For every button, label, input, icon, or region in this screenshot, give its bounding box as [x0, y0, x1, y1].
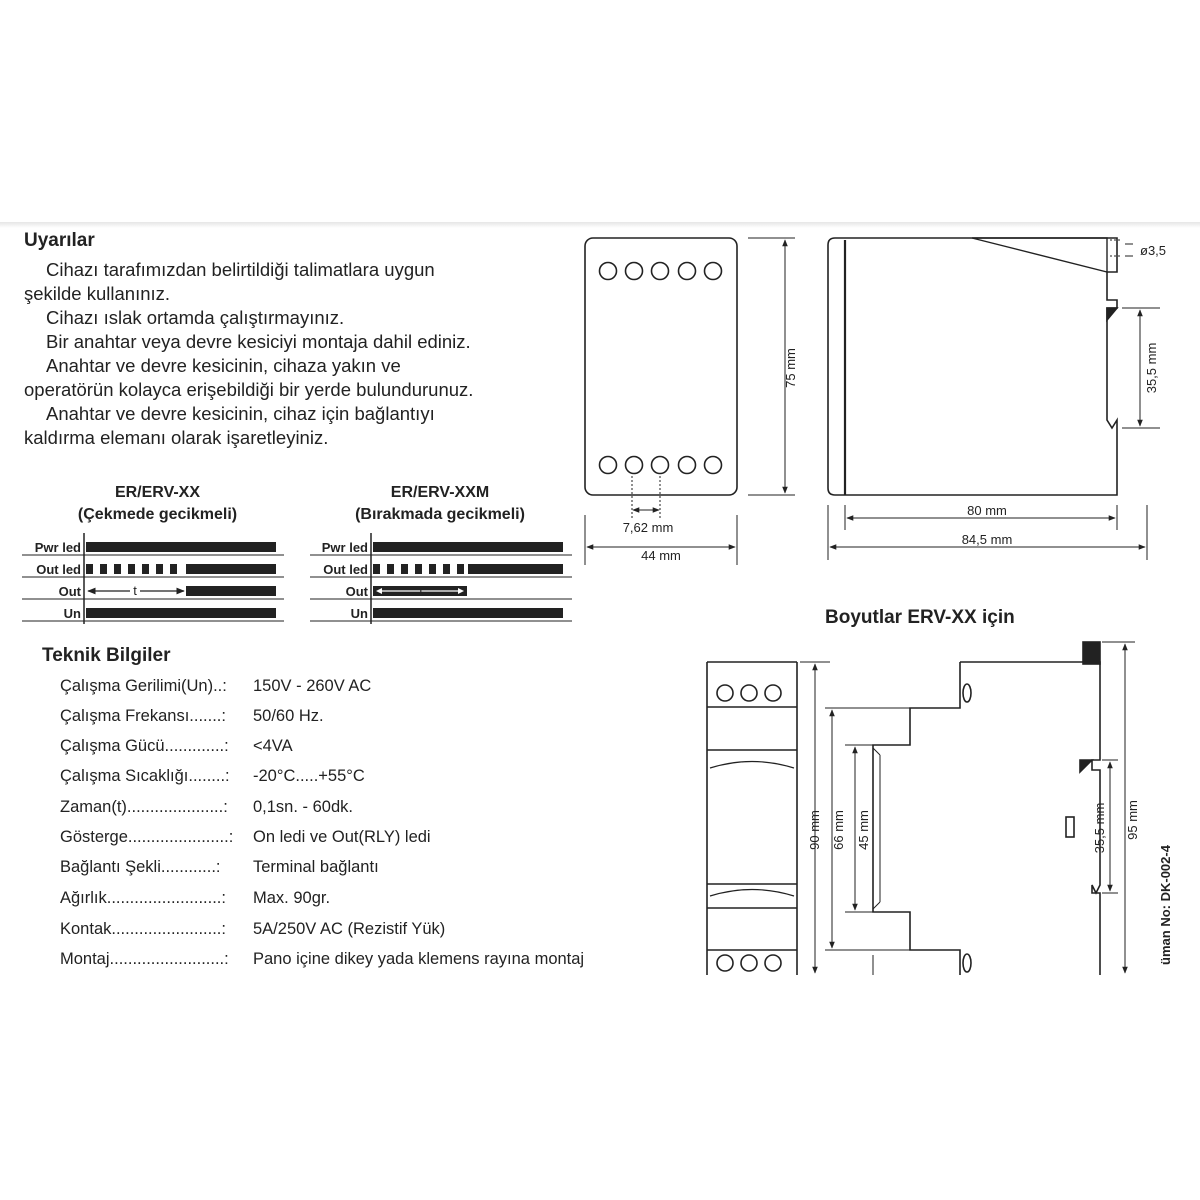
- spec-label: Çalışma Gerilimi(Un)..:: [60, 677, 227, 695]
- row-label: Pwr led: [34, 540, 81, 555]
- depth-outer-label: 84,5 mm: [961, 532, 1013, 547]
- terminal-circle: [741, 955, 757, 971]
- spec-label: Gösterge......................:: [60, 828, 234, 846]
- t-label: t: [419, 583, 423, 598]
- un-signal: [86, 608, 276, 618]
- rail-label: 35,5 mm: [1092, 802, 1107, 854]
- bside-chamfer: [873, 748, 880, 755]
- bside-rail-clip: [1080, 760, 1092, 772]
- terminal-circle: [679, 457, 696, 474]
- terminal-circle: [717, 955, 733, 971]
- row-label: Out led: [36, 562, 81, 577]
- warning-line: operatörün kolayca erişebildiği bir yerde bulundurunuz.: [24, 379, 474, 400]
- terminal-circle: [717, 685, 733, 701]
- pwr-led-signal: [86, 542, 276, 552]
- bottom-drawing-labels: [807, 800, 1173, 965]
- timing-left-model: ER/ERV-XX: [114, 484, 201, 501]
- dimensions-title: Boyutlar ERV-XX için: [825, 607, 1015, 628]
- screw-head: [963, 684, 971, 702]
- spec-label: Çalışma Gücü.............:: [60, 737, 229, 755]
- depth-inner-label: 80 mm: [967, 503, 1007, 518]
- bfront-window-arc: [710, 762, 794, 769]
- bottom-front-view: [707, 662, 797, 975]
- row-label: Un: [63, 606, 81, 621]
- out-led-pulse: [373, 564, 380, 574]
- width-label: 44 mm: [641, 548, 681, 563]
- terminal-circle: [652, 263, 669, 280]
- screw-head: [963, 954, 971, 972]
- h90-label: 90 mm: [807, 810, 822, 850]
- spec-value: 50/60 Hz.: [253, 707, 324, 725]
- row-label: Un: [350, 606, 368, 621]
- terminal-circle: [626, 457, 643, 474]
- spec-label: Zaman(t).....................:: [60, 798, 228, 816]
- terminal-circle: [705, 457, 722, 474]
- spec-value: Pano içine dikey yada klemens rayına montaj: [253, 950, 585, 968]
- h66-label: 66 mm: [831, 810, 846, 850]
- spec-label: Montaj.........................:: [60, 950, 229, 968]
- terminal-circle: [679, 263, 696, 280]
- out-led-pulse: [443, 564, 450, 574]
- hole-label: ø3,5: [1140, 243, 1167, 258]
- terminal-circle: [741, 685, 757, 701]
- warning-line: şekilde kullanınız.: [24, 283, 171, 304]
- warning-line: Anahtar ve devre kesicinin, cihaza yakın ve: [46, 355, 401, 376]
- tech-title: Teknik Bilgiler: [42, 645, 171, 666]
- spec-label: Ağırlık.........................:: [60, 889, 226, 907]
- bside-slot: [1066, 817, 1074, 837]
- un-signal: [373, 608, 563, 618]
- out-led-pulse: [387, 564, 394, 574]
- spec-value: Max. 90gr.: [253, 889, 331, 907]
- bottom-side-view: [800, 642, 1135, 975]
- terminal-circle: [705, 263, 722, 280]
- out-led-pulse: [401, 564, 408, 574]
- spec-value: On ledi ve Out(RLY) ledi: [253, 828, 431, 846]
- warnings-title: Uyarılar: [24, 230, 95, 251]
- row-label: Out: [58, 584, 81, 599]
- side-body: [828, 238, 1117, 495]
- terminal-circle: [652, 457, 669, 474]
- pitch-label: 7,62 mm: [622, 520, 674, 535]
- out-led-pulse: [100, 564, 107, 574]
- out-led-pulse: [86, 564, 93, 574]
- row-label: Out: [345, 584, 368, 599]
- spec-value: 150V - 260V AC: [253, 677, 372, 695]
- spec-value: 0,1sn. - 60dk.: [253, 798, 353, 816]
- out-led-signal: [186, 564, 276, 574]
- out-led-pulse: [128, 564, 135, 574]
- terminal-circle: [765, 685, 781, 701]
- side-taper: [972, 238, 1107, 272]
- terminal-circle: [600, 263, 617, 280]
- bside-profile-left: [873, 662, 960, 975]
- t-label: t: [133, 583, 137, 598]
- warning-line: Cihazı ıslak ortamda çalıştırmayınız.: [46, 307, 345, 328]
- spec-value: <4VA: [253, 737, 293, 755]
- out-led-pulse: [142, 564, 149, 574]
- pwr-led-signal: [373, 542, 563, 552]
- rail-clip: [1107, 308, 1117, 320]
- warning-line: Cihazı tarafımızdan belirtildiği talimatlara uygun: [46, 259, 435, 280]
- out-led-pulse: [415, 564, 422, 574]
- h95-label: 95 mm: [1125, 800, 1140, 840]
- spec-label: Çalışma Frekansı.......:: [60, 707, 226, 725]
- bside-latch: [1083, 642, 1100, 664]
- timing-right-mode: (Bırakmada gecikmeli): [355, 506, 525, 523]
- row-label: Out led: [323, 562, 368, 577]
- out-signal: [186, 586, 276, 596]
- terminal-circle: [600, 457, 617, 474]
- spec-label: Çalışma Sıcaklığı........:: [60, 767, 230, 785]
- h45-label: 45 mm: [856, 810, 871, 850]
- row-label: Pwr led: [321, 540, 368, 555]
- warning-line: Anahtar ve devre kesicinin, cihaz için bağlantıyı: [46, 403, 435, 424]
- out-led-pulse: [457, 564, 464, 574]
- bfront-window-arc: [710, 890, 794, 897]
- terminal-circle: [765, 955, 781, 971]
- bside-profile-right: [960, 662, 1100, 975]
- terminal-circle: [626, 263, 643, 280]
- out-led-pulse: [114, 564, 121, 574]
- spec-value: -20°C.....+55°C: [253, 767, 365, 785]
- rail-label: 35,5 mm: [1144, 342, 1159, 394]
- out-led-signal: [468, 564, 563, 574]
- spec-value: Terminal bağlantı: [253, 858, 379, 876]
- side-view-labels: [962, 243, 1166, 547]
- spec-label: Bağlantı Şekli............:: [60, 858, 221, 876]
- warning-line: kaldırma elemanı olarak işaretleyiniz.: [24, 427, 329, 448]
- spec-value: 5A/250V AC (Rezistif Yük): [253, 920, 446, 938]
- out-led-pulse: [170, 564, 177, 574]
- front-view-labels: [623, 348, 798, 563]
- timing-left-mode: (Çekmede gecikmeli): [77, 506, 238, 523]
- out-led-pulse: [429, 564, 436, 574]
- height-label: 75 mm: [783, 348, 798, 388]
- document-number: üman No: DK-002-4: [1158, 845, 1173, 965]
- out-led-pulse: [156, 564, 163, 574]
- timing-right-model: ER/ERV-XXM: [390, 484, 490, 501]
- front-view: [585, 238, 795, 565]
- warning-line: Bir anahtar veya devre kesiciyi montaja dahil ediniz.: [46, 331, 471, 352]
- bside-chamfer: [873, 902, 880, 909]
- spec-label: Kontak........................:: [60, 920, 226, 938]
